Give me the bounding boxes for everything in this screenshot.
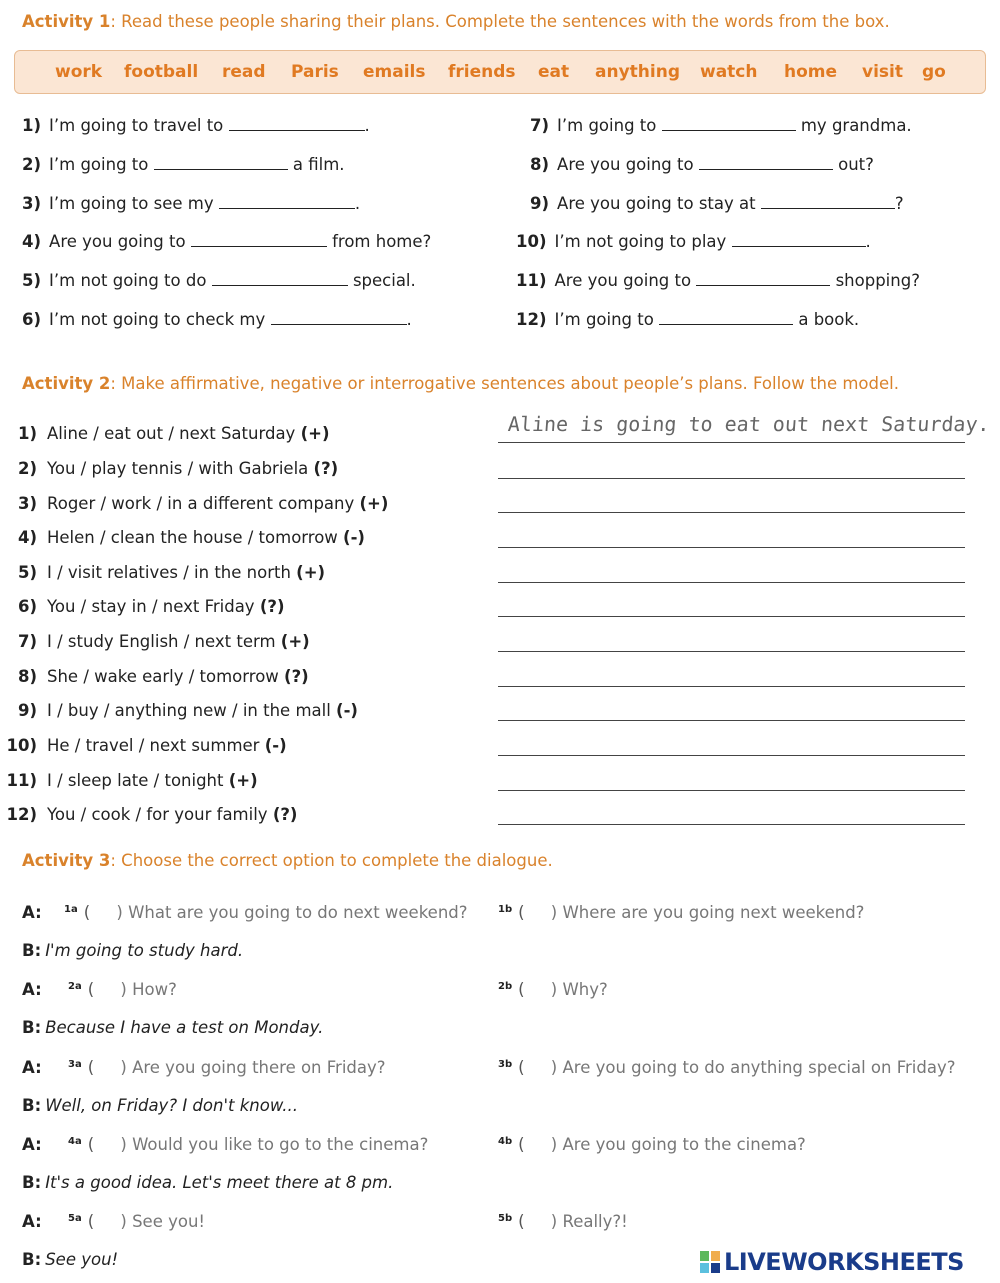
fill-sentence: 6) I’m not going to check my . <box>22 310 412 329</box>
answer-line[interactable] <box>498 720 965 721</box>
word-box-item: football <box>124 62 199 82</box>
option-a[interactable]: $^{5a}$ ( ) See you! <box>68 1212 206 1231</box>
speaker-b-line: B: See you! <box>22 1250 119 1269</box>
answer-blank[interactable] <box>659 310 793 325</box>
answer-line[interactable] <box>498 512 965 513</box>
model-answer: Aline is going to eat out next Saturday. <box>507 412 991 436</box>
fill-sentence: 2) I’m going to a film. <box>22 155 345 174</box>
fill-sentence: 11) Are you going to shopping? <box>516 271 920 290</box>
word-box-item: home <box>784 62 838 82</box>
word-box-item: work <box>55 62 103 82</box>
word-box-item: friends <box>448 62 516 82</box>
word-box-item: go <box>922 62 946 82</box>
answer-line[interactable] <box>498 790 965 791</box>
option-a[interactable]: $^{4a}$ ( ) Would you like to go to the cinema? <box>68 1135 429 1154</box>
answer-blank[interactable] <box>212 271 348 286</box>
word-box-item: watch <box>700 62 758 82</box>
answer-line[interactable] <box>498 478 965 479</box>
speaker-a-line: A: <box>22 903 42 922</box>
prompt-item: 9) I / buy / anything new / in the mall (-) <box>17 701 358 720</box>
answer-line[interactable] <box>498 547 965 548</box>
prompt-item: 3) Roger / work / in a different company (+) <box>17 494 389 513</box>
prompt-item: 8) She / wake early / tomorrow (?) <box>17 667 309 686</box>
speaker-a-line: A: <box>22 980 42 999</box>
liveworksheets-logo-icon <box>700 1251 720 1273</box>
fill-sentence: 3) I’m going to see my . <box>22 194 361 213</box>
option-b[interactable]: $^{1b}$ ( ) Where are you going next weekend? <box>498 903 865 922</box>
option-b[interactable]: $^{5b}$ ( ) Really?! <box>498 1212 628 1231</box>
answer-blank[interactable] <box>696 271 830 286</box>
answer-line[interactable] <box>498 686 965 687</box>
liveworksheets-logo: LIVEWORKSHEETS <box>724 1248 964 1276</box>
prompt-item: 5) I / visit relatives / in the north (+) <box>17 563 326 582</box>
prompt-item: 1) Aline / eat out / next Saturday (+) <box>17 424 330 443</box>
answer-blank[interactable] <box>191 232 327 247</box>
prompt-item: 11) I / sleep late / tonight (+) <box>6 771 258 790</box>
word-box-item: Paris <box>291 62 339 82</box>
speaker-b-line: B: It's a good idea. Let's meet there at 8 pm. <box>22 1173 394 1192</box>
option-b[interactable]: $^{2b}$ ( ) Why? <box>498 980 608 999</box>
answer-blank[interactable] <box>761 194 895 209</box>
fill-sentence: 10) I’m not going to play . <box>516 232 871 251</box>
answer-blank[interactable] <box>229 116 365 131</box>
option-a[interactable]: $^{1a}$ ( ) What are you going to do next weekend? <box>64 903 468 922</box>
fill-sentence: 8) Are you going to out? <box>530 155 874 174</box>
prompt-item: 4) Helen / clean the house / tomorrow (-) <box>17 528 365 547</box>
option-a[interactable]: $^{3a}$ ( ) Are you going there on Friday? <box>68 1058 386 1077</box>
activity2-title: Activity 2: Make affirmative, negative or interrogative sentences about people’s plans. Follow the model. <box>22 374 899 393</box>
word-box-item: emails <box>363 62 426 82</box>
answer-blank[interactable] <box>732 232 866 247</box>
speaker-a-line: A: <box>22 1212 42 1231</box>
answer-blank[interactable] <box>699 155 833 170</box>
answer-line[interactable] <box>498 651 965 652</box>
answer-line[interactable] <box>498 582 965 583</box>
speaker-b-line: B: Well, on Friday? I don't know... <box>22 1096 298 1115</box>
prompt-item: 6) You / stay in / next Friday (?) <box>17 597 285 616</box>
fill-sentence: 1) I’m going to travel to . <box>22 116 370 135</box>
speaker-b-line: B: Because I have a test on Monday. <box>22 1018 324 1037</box>
word-box-item: eat <box>538 62 570 82</box>
word-box-item: anything <box>595 62 680 82</box>
fill-sentence: 4) Are you going to from home? <box>22 232 432 251</box>
answer-line[interactable] <box>498 616 965 617</box>
activity3-title: Activity 3: Choose the correct option to complete the dialogue. <box>22 851 553 870</box>
prompt-item: 10) He / travel / next summer (-) <box>6 736 287 755</box>
fill-sentence: 9) Are you going to stay at ? <box>530 194 904 213</box>
speaker-b-line: B: I'm going to study hard. <box>22 941 244 960</box>
speaker-a-line: A: <box>22 1058 42 1077</box>
activity1-title: Activity 1: Read these people sharing their plans. Complete the sentences with the words from the box. <box>22 12 890 31</box>
word-box-item: read <box>222 62 266 82</box>
option-b[interactable]: $^{4b}$ ( ) Are you going to the cinema? <box>498 1135 806 1154</box>
word-box-item: visit <box>862 62 903 82</box>
option-b[interactable]: $^{3b}$ ( ) Are you going to do anything special on Friday? <box>498 1058 956 1077</box>
fill-sentence: 7) I’m going to my grandma. <box>530 116 912 135</box>
answer-line[interactable] <box>498 755 965 756</box>
answer-line[interactable] <box>498 442 965 443</box>
answer-blank[interactable] <box>662 116 796 131</box>
prompt-item: 2) You / play tennis / with Gabriela (?) <box>17 459 339 478</box>
answer-blank[interactable] <box>154 155 288 170</box>
fill-sentence: 5) I’m not going to do special. <box>22 271 416 290</box>
prompt-item: 12) You / cook / for your family (?) <box>6 805 298 824</box>
prompt-item: 7) I / study English / next term (+) <box>17 632 310 651</box>
answer-blank[interactable] <box>219 194 355 209</box>
answer-blank[interactable] <box>271 310 407 325</box>
speaker-a-line: A: <box>22 1135 42 1154</box>
option-a[interactable]: $^{2a}$ ( ) How? <box>68 980 177 999</box>
fill-sentence: 12) I’m going to a book. <box>516 310 860 329</box>
answer-line[interactable] <box>498 824 965 825</box>
